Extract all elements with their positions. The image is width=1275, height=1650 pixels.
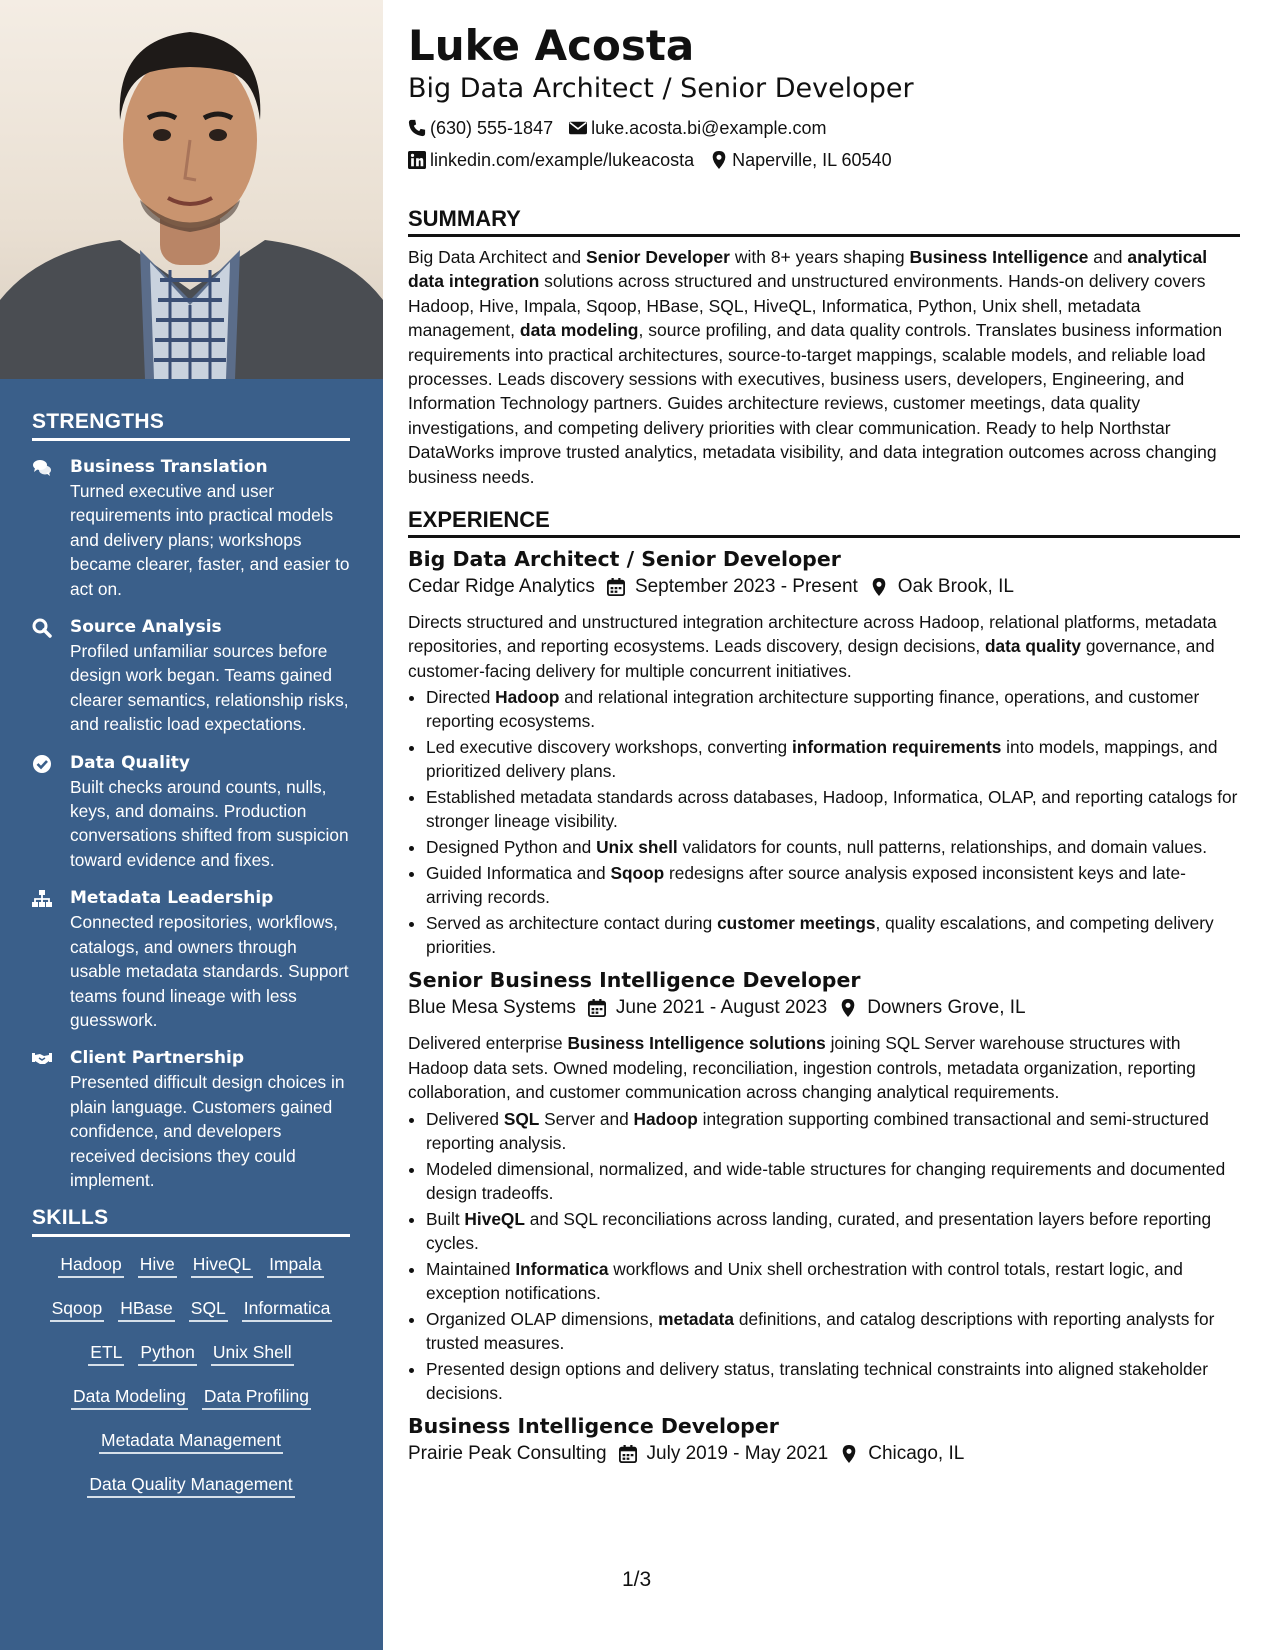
job-entry (408, 967, 1240, 1404)
skills-heading: SKILLS (32, 1206, 350, 1237)
location-text: Chicago, IL (868, 1442, 965, 1464)
job-location (840, 1439, 964, 1469)
strength-item (32, 1046, 350, 1192)
strength-title: Business Translation (70, 457, 268, 477)
job-description: Delivered enterprise Business Intelligence solutions joining SQL Server warehouse structures with Hadoop data sets. Owned modeling, reconciliation, ingestion controls, metadata organization, reporting collaboration, and customer communication across changing analytical requirements. (408, 1033, 1196, 1103)
job-entry (408, 546, 1240, 959)
skill-tag: Data Profiling (202, 1385, 311, 1410)
page-number: 1/3 (622, 1568, 652, 1591)
email-link[interactable]: luke.acosta.bi@example.com (591, 118, 827, 138)
job-meta (408, 993, 1240, 1023)
comments-icon (32, 455, 54, 601)
skill-tag: ETL (88, 1341, 124, 1366)
job-title: Big Data Architect / Senior Developer (408, 547, 841, 572)
linkedin-icon (408, 151, 426, 169)
bullet-item: • Built HiveQL and SQL reconciliations across landing, curated, and presentation layers before reporting cycles. (426, 1207, 1240, 1255)
bullet-item: • Served as architecture contact during customer meetings, quality escalations, and competing delivery priorities. (426, 911, 1240, 959)
calendar-icon (588, 999, 606, 1017)
bullet-item: • Organized OLAP dimensions, metadata definitions, and catalog descriptions with reporting analysts for trusted measures. (426, 1307, 1240, 1355)
skills-list (32, 1253, 350, 1498)
strength-desc: Connected repositories, workflows, catalogs, and owners through usable metadata standards. Support teams found lineage with less guesswork. (70, 912, 349, 1030)
candidate-title: Big Data Architect / Senior Developer (408, 73, 914, 104)
bullet-item: • Maintained Informatica workflows and Unix shell orchestration with control totals, restart logic, and exception notifications. (426, 1257, 1240, 1305)
candidate-name: Luke Acosta (408, 21, 695, 70)
bullet-item: • Designed Python and Unix shell validators for counts, null patterns, relationships, and domain values. (426, 835, 1240, 859)
location-text: Oak Brook, IL (897, 576, 1014, 598)
company-name: Blue Mesa Systems (408, 997, 576, 1019)
job-bullets (408, 685, 1240, 959)
job-entry (408, 1413, 1240, 1469)
job-description: Directs structured and unstructured integration architecture across Hadoop, relational platforms, metadata repositories, and reporting ecosystems. Leads discovery, design decisions, data quality governance, and customer-facing delivery for multiple concurrent initiatives. (408, 612, 1217, 681)
strength-desc: Built checks around counts, nulls, keys, and domains. Production conversations shifted from suspicion toward evidence and fixes. (70, 776, 349, 870)
email-contact[interactable] (569, 112, 826, 144)
phone-contact (408, 112, 553, 144)
phone-number: (630) 555-1847 (430, 118, 554, 138)
strength-item (32, 615, 350, 737)
strength-item (32, 455, 350, 601)
sidebar-content (32, 410, 350, 1517)
skill-tag: SQL (189, 1297, 228, 1322)
experience-heading: EXPERIENCE (408, 507, 1240, 538)
job-meta (408, 1439, 1240, 1469)
check-circle-icon (32, 751, 54, 873)
bullet-item: • Established metadata standards across databases, Hadoop, Informatica, OLAP, and reporting catalogs for stronger lineage visibility. (426, 785, 1240, 833)
contact-row-2 (408, 144, 1240, 176)
strength-title: Source Analysis (70, 617, 222, 638)
company-name: Cedar Ridge Analytics (408, 576, 595, 598)
map-marker-icon (839, 999, 857, 1017)
job-dates (588, 993, 827, 1023)
envelope-icon (569, 119, 587, 137)
bullet-item: • Led executive discovery workshops, converting information requirements into models, mappings, and prioritized delivery plans. (426, 735, 1240, 783)
skill-tag: Informatica (242, 1297, 333, 1322)
bullet-item: • Presented design options and delivery status, translating technical constraints into aligned stakeholder decisions. (426, 1357, 1240, 1405)
sitemap-icon (32, 886, 54, 1032)
strength-item (32, 751, 350, 873)
date-range: September 2023 - Present (634, 576, 858, 598)
strength-title: Data Quality (70, 752, 190, 773)
skill-tag: HBase (118, 1297, 175, 1322)
skill-row (32, 1341, 350, 1366)
job-title: Senior Business Intelligence Developer (408, 968, 861, 993)
bullet-item: • Delivered SQL Server and Hadoop integration supporting combined transactional and semi-structured reporting analysis. (426, 1107, 1240, 1155)
portrait-illustration (0, 0, 383, 379)
job-title: Business Intelligence Developer (408, 1413, 779, 1438)
skill-row (32, 1297, 350, 1322)
profile-photo (0, 0, 383, 379)
date-range: July 2019 - May 2021 (646, 1442, 829, 1464)
map-marker-icon (710, 151, 728, 169)
skill-tag: Unix Shell (211, 1341, 294, 1366)
job-dates (619, 1439, 829, 1469)
skill-tag: Sqoop (50, 1297, 105, 1322)
strength-desc: Profiled unfamiliar sources before design work began. Teams gained clearer semantics, relationship risks, and realistic load expectations. (70, 641, 349, 735)
main-content (408, 20, 1240, 1477)
skill-tag: Data Quality Management (87, 1473, 294, 1498)
linkedin-contact[interactable] (408, 144, 694, 176)
bullet-item: • Guided Informatica and Sqoop redesigns after source analysis exposed inconsistent keys and late-arriving records. (426, 861, 1240, 909)
skill-tag: Impala (267, 1253, 324, 1278)
job-location (839, 993, 1025, 1023)
linkedin-link[interactable]: linkedin.com/example/lukeacosta (430, 150, 695, 170)
skill-tag: Python (138, 1341, 196, 1366)
strength-item (32, 886, 350, 1032)
calendar-icon (619, 1445, 637, 1463)
bullet-item: • Directed Hadoop and relational integration architecture supporting finance, operations, and customer reporting ecosystems. (426, 685, 1240, 733)
contact-row (408, 112, 1240, 144)
skill-row (32, 1253, 350, 1278)
strength-title: Metadata Leadership (70, 888, 274, 909)
strength-desc: Turned executive and user requirements into practical models and delivery plans; workshops became clearer, faster, and easier to act on. (70, 481, 350, 599)
job-bullets (408, 1107, 1240, 1405)
skill-row (32, 1473, 350, 1498)
skill-tag: Hive (138, 1253, 177, 1278)
experience-list (408, 546, 1240, 1468)
calendar-icon (607, 578, 625, 596)
location-text: Downers Grove, IL (867, 997, 1026, 1019)
strength-desc: Presented difficult design choices in plain language. Customers gained confidence, and developers received decisions they could implement. (70, 1072, 345, 1190)
skill-tag: Hadoop (58, 1253, 123, 1278)
location-contact (710, 144, 891, 176)
handshake-icon (32, 1046, 54, 1192)
date-range: June 2021 - August 2023 (615, 997, 828, 1019)
summary-text: Big Data Architect and Senior Developer with 8+ years shaping Business Intelligence and analytical data integration solutions across structured and unstructured environments. Hands-on delivery covers Hadoop, Hive, Impala, Sqoop, HBase, SQL, HiveQL, Informatica, Python, Unix shell, metadata management, data modeling, source profiling, and data quality controls. Translates business information requirements into practical architectures, source-to-target mappings, scalable models, and reliable load processes. Leads discovery sessions with executives, business users, developers, Engineering, and Information Technology partners. Guides architecture reviews, customer meetings, data quality investigations, and competing delivery priorities with clear communication. Ready to help Northstar DataWorks improve trusted analytics, metadata visibility, and data integration outcomes across changing business needs. (408, 247, 1223, 487)
sidebar (0, 0, 383, 1650)
bullet-item: • Modeled dimensional, normalized, and wide-table structures for changing requirements and documented design tradeoffs. (426, 1157, 1240, 1205)
job-dates (607, 572, 858, 602)
job-meta (408, 572, 1240, 602)
search-icon (32, 615, 54, 737)
company-name: Prairie Peak Consulting (408, 1442, 607, 1464)
job-location (870, 572, 1014, 602)
skill-tag: Data Modeling (71, 1385, 188, 1410)
skill-tag: HiveQL (191, 1253, 253, 1278)
skill-row (32, 1385, 350, 1410)
map-marker-icon (870, 578, 888, 596)
phone-icon (408, 119, 426, 137)
strengths-heading: STRENGTHS (32, 410, 350, 441)
skill-tag: Metadata Management (99, 1429, 283, 1454)
location-text: Naperville, IL 60540 (732, 150, 892, 170)
summary-heading: SUMMARY (408, 206, 1240, 237)
map-marker-icon (840, 1445, 858, 1463)
strength-title: Client Partnership (70, 1048, 245, 1069)
skill-row (32, 1429, 350, 1454)
